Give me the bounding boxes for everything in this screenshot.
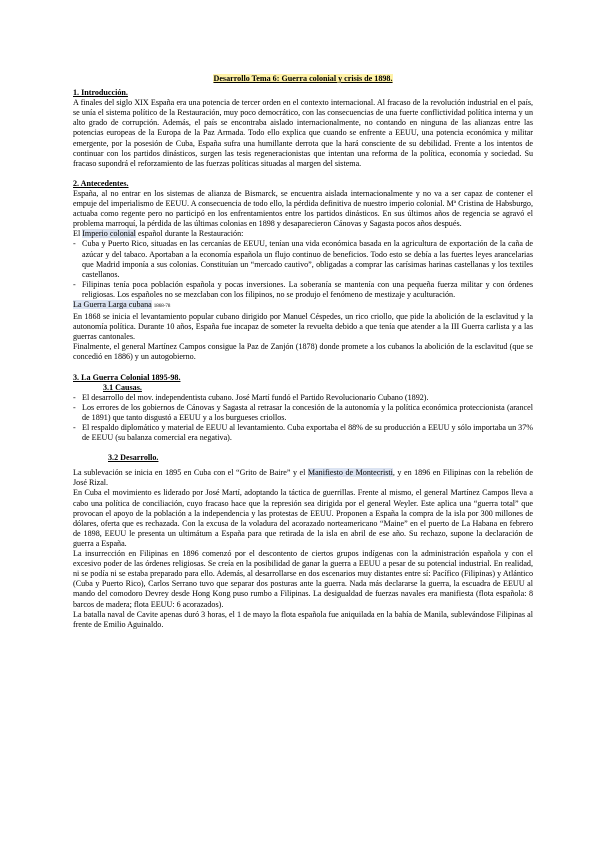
montecristi-highlight: Manifiesto de Montecristi	[307, 468, 393, 478]
guerra-larga-highlight: La Guerra Larga cubana	[73, 299, 152, 309]
document-body	[73, 74, 533, 630]
imperio-list	[73, 239, 533, 300]
list-item: - El respaldo diplomático y material de EEUU al levantamiento. Cuba exportaba el 88% de su producción a EEUU y sólo importaba un 37% de EEUU (su balanza comercial era negativa).	[73, 423, 533, 443]
guerra-larga-years: 1868-78	[153, 303, 171, 309]
section-heading-antecedentes: 2. Antecedentes.	[73, 178, 129, 188]
imperio-colonial-highlight: Imperio colonial	[82, 229, 136, 239]
guerra-larga-paragraph: En 1868 se inicia el levantamiento popular cubano dirigido por Manuel Céspedes, un rico criollo, que pide la abolición de la esclavitud y la autonomía política. Durante 10 años, España fue incapaz de someter la revuelta debido a que tenía que atender a la III Guerra carlista y a las guerras cantonales.	[73, 312, 533, 342]
subsection-heading-causas: 3.1 Causas.	[103, 382, 142, 392]
list-item: - Filipinas tenía poca población española y pocas inversiones. La soberanía se mantenía con una pequeña fuerza militar y con órdenes religiosas. Los españoles no se mezclaban con los filipinos, no se produjo el fenómeno de mestizaje y aculturación.	[73, 280, 533, 300]
document-title-text: Desarrollo Tema 6: Guerra colonial y crisis de 1898.	[213, 74, 393, 83]
intro-paragraph: A finales del siglo XIX España era una potencia de tercer orden en el contexto internacional. Al fracaso de la revolución industrial en el país, se unía el sistema político de la Restauración, muy poco democrático, con las consecuencias de una fuerte conflictividad política interna y un alto grado de corrupción. Además, el país se encontraba aislado internacionalmente, no contando en ninguna de las alianzas entre las potencias europeas de la Europa de la Paz Armada. Todo ello explica que cuando se enfrente a EEUU, una potencia económica y militar emergente, por la posesión de Cuba, España sufra una humillante derrota que la hará consciente de su debilidad. Frente a los intentos de continuar con los partidos dinásticos, surgen las tesis regeneracionistas que intentan una reforma de la política, economía y sociedad. Su fracaso supondrá el reforzamiento de las fuerzas políticas situadas al margen del sistema.	[73, 98, 533, 168]
list-item: - El desarrollo del mov. independentista cubano. José Martí fundó el Partido Revolucionario Cubano (1892).	[73, 393, 533, 403]
desarrollo-paragraph-2: En Cuba el movimiento es liderado por José Martí, adoptando la táctica de guerrillas. Frente al mismo, el general Martínez Campos lleva a cabo una política de conciliación, cuyo fracaso hace que la represión sea dirigida por el general Weyler. Este aplica una “guerra total” que provocan el apoyo de la población a la independencia y las protestas de EEUU. Proponen a España la compra de la isla por 300 millones de dólares, oferta que es rechazada. Con la excusa de la voladura del acorazado norteamericano “Maine” en el puerto de La Habana en febrero de 1898, EEUU le presenta un ultimátum a España para que retirada de la isla en abril de ese año. Su rechazo, supone la declaración de guerra a España.	[73, 488, 533, 548]
document-title	[73, 74, 533, 84]
guerra-larga-paragraph-2: Finalmente, el general Martínez Campos consigue la Paz de Zanjón (1878) donde promete a los cubanos la abolición de la esclavitud (que se concedió en 1886) y un autogobierno.	[73, 342, 533, 362]
desarrollo-paragraph-1: La sublevación se inicia en 1895 en Cuba con el “Grito de Baire” y el Manifiesto de Montecristi, y en 1896 en Filipinas con la rebelión de José Rizal.	[73, 468, 533, 488]
antecedentes-paragraph: España, al no entrar en los sistemas de alianza de Bismarck, se encuentra aislada internacionalmente y no va a ser capaz de contener el empuje del imperialismo de EEUU. A consecuencia de todo ello, la pérdida definitiva de nuestro imperio colonial. Mª Cristina de Habsburgo, actuaba como regente pero no participó en los enfrentamientos entre los partidos dinásticos. En sus últimos años de regencia se agravó el problema marroquí, la pérdida de las últimas colonias en 1898 y desaparecieron Cánovas y Sagasta pocos años después.	[73, 188, 533, 229]
imperio-colonial-line: El Imperio colonial español durante la Restauración:	[73, 229, 244, 239]
list-item: - Los errores de los gobiernos de Cánovas y Sagasta al retrasar la concesión de la autonomía y la política económica proteccionista (arancel de 1891) que tanto disgustó a EEUU y a los burgueses criollos.	[73, 403, 533, 423]
guerra-larga-label	[73, 300, 533, 312]
list-item: - Cuba y Puerto Rico, situadas en las cercanías de EEUU, tenían una vida económica basada en la agricultura de exportación de la caña de azúcar y del tabaco. Aportaban a la economía española un flujo continuo de beneficios. Todo esto se debía a las fuertes leyes arancelarias que Madrid imponía a sus colonias. Constituían un “mercado cautivo”, obligadas a comprar las carísimas harinas castellanas y los textiles castellanos.	[73, 239, 533, 279]
desarrollo-paragraph-3: La insurrección en Filipinas en 1896 comenzó por el descontento de ciertos grupos indígenas con la administración española y con el excesivo poder de las órdenes religiosas. Se creía en la posibilidad de ganar la guerra a EEUU a pesar de su potencial industrial. En realidad, ni se podía ni se estaba preparado para ello. Además, al desarrollarse en dos escenarios muy distantes entre sí: Pacífico (Filipinas) y Atlántico (Cuba y Puerto Rico), Carlos Serrano tuvo que separar dos posturas ante la guerra. Nada más declararse la guerra, la escuadra de EEUU al mando del comodoro Devrey desde Hong Kong puso rumbo a Filipinas. La desigualdad de fuerzas navales era manifiesta (flota española: 8 barcos de madera; flota EEUU: 6 acorazados).	[73, 549, 533, 609]
subsection-heading-desarrollo: 3.2 Desarrollo.	[108, 453, 159, 463]
desarrollo-paragraph-4: La batalla naval de Cavite apenas duró 3 horas, el 1 de mayo la flota española fue aniquilada en la bahía de Manila, sublevándose Filipinas al frente de Emilio Aguinaldo.	[73, 609, 533, 629]
section-heading-introduccion: 1. Introducción.	[73, 88, 128, 98]
section-heading-guerra-colonial: 3. La Guerra Colonial 1895-98.	[73, 372, 181, 382]
causas-list	[73, 393, 533, 443]
